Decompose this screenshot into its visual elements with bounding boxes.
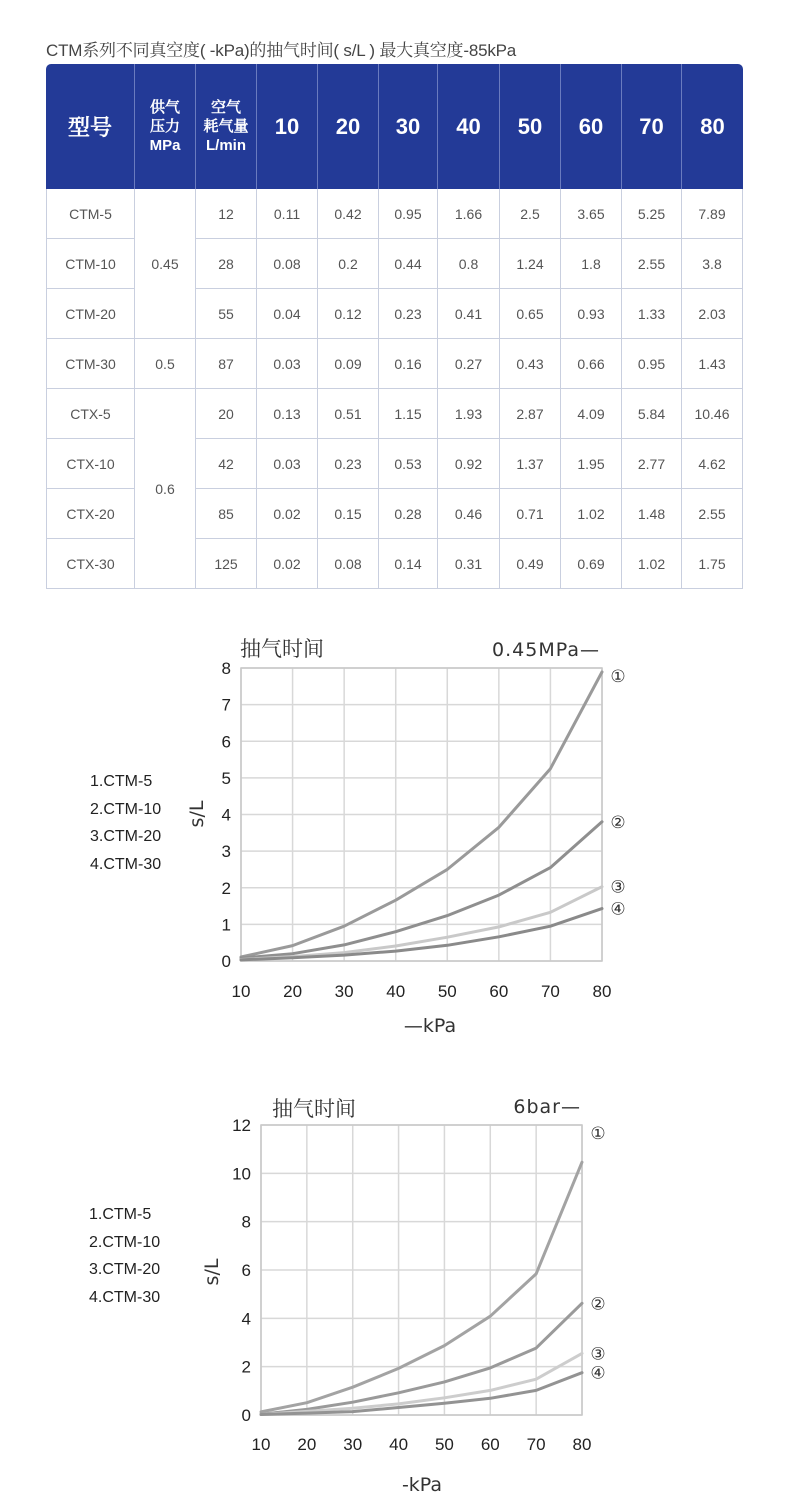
time-cell: 1.48 [622,489,682,539]
time-cell: 1.93 [438,389,500,439]
chart-subtitle: 6bar— [513,1096,581,1118]
time-cell: 0.92 [438,439,500,489]
consumption-cell: 125 [196,539,257,589]
time-cell: 0.66 [561,339,622,389]
time-cell: 0.23 [379,289,438,339]
time-cell: 0.12 [318,289,379,339]
time-cell: 0.44 [379,239,438,289]
legend-item: 1.CTM-5 [89,1206,152,1223]
consumption-cell: 20 [196,389,257,439]
time-cell: 1.43 [682,339,743,389]
time-cell: 0.03 [257,439,318,489]
time-cell: 0.02 [257,489,318,539]
header-vacuum-80: 80 [682,64,743,189]
y-axis-label: s/L [186,800,208,828]
header-pressure-line: 供气 [149,99,180,116]
legend-item: 2.CTM-10 [90,800,162,818]
x-tick-label: 50 [437,982,457,1001]
x-tick-label: 10 [251,1435,271,1454]
time-cell: 0.41 [438,289,500,339]
time-cell: 0.31 [438,539,500,589]
time-cell: 0.65 [500,289,561,339]
consumption-cell: 28 [196,239,257,289]
time-cell: 0.02 [257,539,318,589]
series-line-2 [241,822,602,958]
table-row [46,389,743,439]
time-cell: 0.15 [318,489,379,539]
time-cell: 2.5 [500,189,561,239]
x-tick-label: 30 [343,1435,363,1454]
x-tick-label: 50 [434,1435,454,1454]
y-tick-label: 10 [232,1164,251,1184]
chart-title: 抽气时间 [272,1097,356,1121]
time-cell: 0.13 [257,389,318,439]
time-cell: 0.11 [257,189,318,239]
x-tick-label: 80 [592,982,612,1001]
time-cell: 0.03 [257,339,318,389]
time-cell: 0.8 [438,239,500,289]
time-cell: 0.14 [379,539,438,589]
time-cell: 0.46 [438,489,500,539]
time-cell: 1.66 [438,189,500,239]
time-cell: 1.02 [561,489,622,539]
time-cell: 0.28 [379,489,438,539]
x-tick-label: 60 [480,1435,500,1454]
header-pressure-line: 压力 [149,118,180,135]
model-cell: CTM-10 [46,239,135,289]
time-cell: 1.8 [561,239,622,289]
time-cell: 4.62 [682,439,743,489]
time-cell: 2.77 [622,439,682,489]
header-vacuum-10: 10 [257,64,318,189]
header-vacuum-50: 50 [500,64,561,189]
x-tick-label: 10 [231,982,251,1001]
y-tick-label: 12 [232,1116,251,1135]
pressure-cell: 0.6 [135,389,196,589]
time-cell: 0.27 [438,339,500,389]
series-marker-2: ② [610,812,626,833]
legend-item: 2.CTM-10 [89,1233,161,1251]
legend-item: 3.CTM-20 [89,1261,161,1278]
table-header-row [46,64,743,189]
time-cell: 1.02 [622,539,682,589]
header-consumption-line: L/min [206,137,246,154]
y-tick-label: 0 [221,952,231,971]
time-cell: 2.55 [682,489,743,539]
pressure-cell: 0.5 [135,339,196,389]
legend-item: 1.CTM-5 [90,773,153,790]
header-vacuum-30: 30 [379,64,438,189]
y-tick-label: 3 [221,842,231,862]
table-row [46,339,743,389]
time-cell: 0.95 [379,189,438,239]
time-cell: 4.09 [561,389,622,439]
time-cell: 0.16 [379,339,438,389]
series-marker-1: ① [590,1124,606,1144]
series-marker-3: ③ [610,877,626,898]
series-marker-2: ② [590,1294,606,1315]
pressure-cell: 0.45 [135,189,196,339]
suction-time-chart-045mpa [0,620,790,1050]
header-vacuum-70: 70 [622,64,682,189]
y-tick-label: 8 [241,1212,251,1232]
header-consumption-line: 空气 [210,99,241,116]
series-marker-1: ① [610,667,626,687]
time-cell: 1.37 [500,439,561,489]
time-cell: 5.84 [622,389,682,439]
header-vacuum-20: 20 [318,64,379,189]
consumption-cell: 55 [196,289,257,339]
x-tick-label: 40 [389,1435,409,1454]
suction-time-chart-6bar [0,1080,790,1504]
y-tick-label: 4 [241,1309,251,1329]
time-cell: 3.65 [561,189,622,239]
x-tick-label: 30 [334,982,354,1001]
table-row [46,189,743,239]
time-cell: 1.95 [561,439,622,489]
series-line-1 [261,1162,582,1412]
series-marker-4: ④ [610,899,626,920]
x-tick-label: 70 [540,982,560,1001]
time-cell: 2.55 [622,239,682,289]
time-cell: 0.95 [622,339,682,389]
time-cell: 1.75 [682,539,743,589]
consumption-cell: 42 [196,439,257,489]
time-cell: 0.93 [561,289,622,339]
header-consumption [196,64,257,189]
x-tick-label: 70 [526,1435,546,1454]
consumption-cell: 87 [196,339,257,389]
page-title: CTM系列不同真空度( -kPa)的抽气时间( s/L ) 最大真空度-85kPa [46,41,517,60]
x-tick-label: 80 [572,1435,592,1454]
model-cell: CTX-5 [46,389,135,439]
time-cell: 2.87 [500,389,561,439]
header-consumption-line: 耗气量 [203,118,249,135]
model-cell: CTX-30 [46,539,135,589]
time-cell: 3.8 [682,239,743,289]
y-tick-label: 7 [221,695,231,715]
time-cell: 1.33 [622,289,682,339]
y-tick-label: 1 [221,915,231,935]
header-vacuum-60: 60 [561,64,622,189]
model-cell: CTX-10 [46,439,135,489]
y-tick-label: 6 [221,732,231,752]
time-cell: 0.08 [318,539,379,589]
x-tick-label: 20 [283,982,303,1001]
time-cell: 0.51 [318,389,379,439]
y-tick-label: 0 [241,1406,251,1425]
time-cell: 0.49 [500,539,561,589]
time-cell: 10.46 [682,389,743,439]
time-cell: 0.43 [500,339,561,389]
time-cell: 0.53 [379,439,438,489]
legend-item: 4.CTM-30 [90,855,162,873]
y-axis-label: s/L [201,1258,223,1286]
time-cell: 0.09 [318,339,379,389]
series-marker-4: ④ [590,1363,606,1384]
series-line-2 [261,1303,582,1414]
x-tick-label: 40 [386,982,406,1001]
y-tick-label: 2 [241,1357,251,1377]
legend-item: 3.CTM-20 [90,828,162,845]
time-cell: 0.23 [318,439,379,489]
chart-subtitle: 0.45MPa— [492,639,600,661]
y-tick-label: 6 [241,1261,251,1280]
model-cell: CTM-20 [46,289,135,339]
series-marker-3: ③ [590,1344,606,1365]
y-tick-label: 2 [221,878,231,898]
x-axis-label: —kPa [403,1015,457,1037]
y-tick-label: 4 [221,805,231,825]
header-vacuum-40: 40 [438,64,500,189]
chart-title: 抽气时间 [240,637,324,661]
time-cell: 1.15 [379,389,438,439]
x-axis-label: -kPa [401,1474,443,1496]
time-cell: 7.89 [682,189,743,239]
time-cell: 0.42 [318,189,379,239]
time-cell: 1.24 [500,239,561,289]
y-tick-label: 8 [221,659,231,678]
spec-table [46,64,743,589]
x-tick-label: 60 [489,982,509,1001]
header-pressure [135,64,196,189]
model-cell: CTX-20 [46,489,135,539]
time-cell: 0.71 [500,489,561,539]
header-model: 型号 [46,64,135,189]
table-body [46,189,743,589]
x-tick-label: 20 [297,1435,317,1454]
time-cell: 0.69 [561,539,622,589]
model-cell: CTM-5 [46,189,135,239]
model-cell: CTM-30 [46,339,135,389]
consumption-cell: 85 [196,489,257,539]
header-pressure-line: MPa [149,137,181,154]
time-cell: 5.25 [622,189,682,239]
legend-item: 4.CTM-30 [89,1288,161,1306]
time-cell: 2.03 [682,289,743,339]
consumption-cell: 12 [196,189,257,239]
time-cell: 0.08 [257,239,318,289]
y-tick-label: 5 [221,768,231,788]
time-cell: 0.04 [257,289,318,339]
time-cell: 0.2 [318,239,379,289]
